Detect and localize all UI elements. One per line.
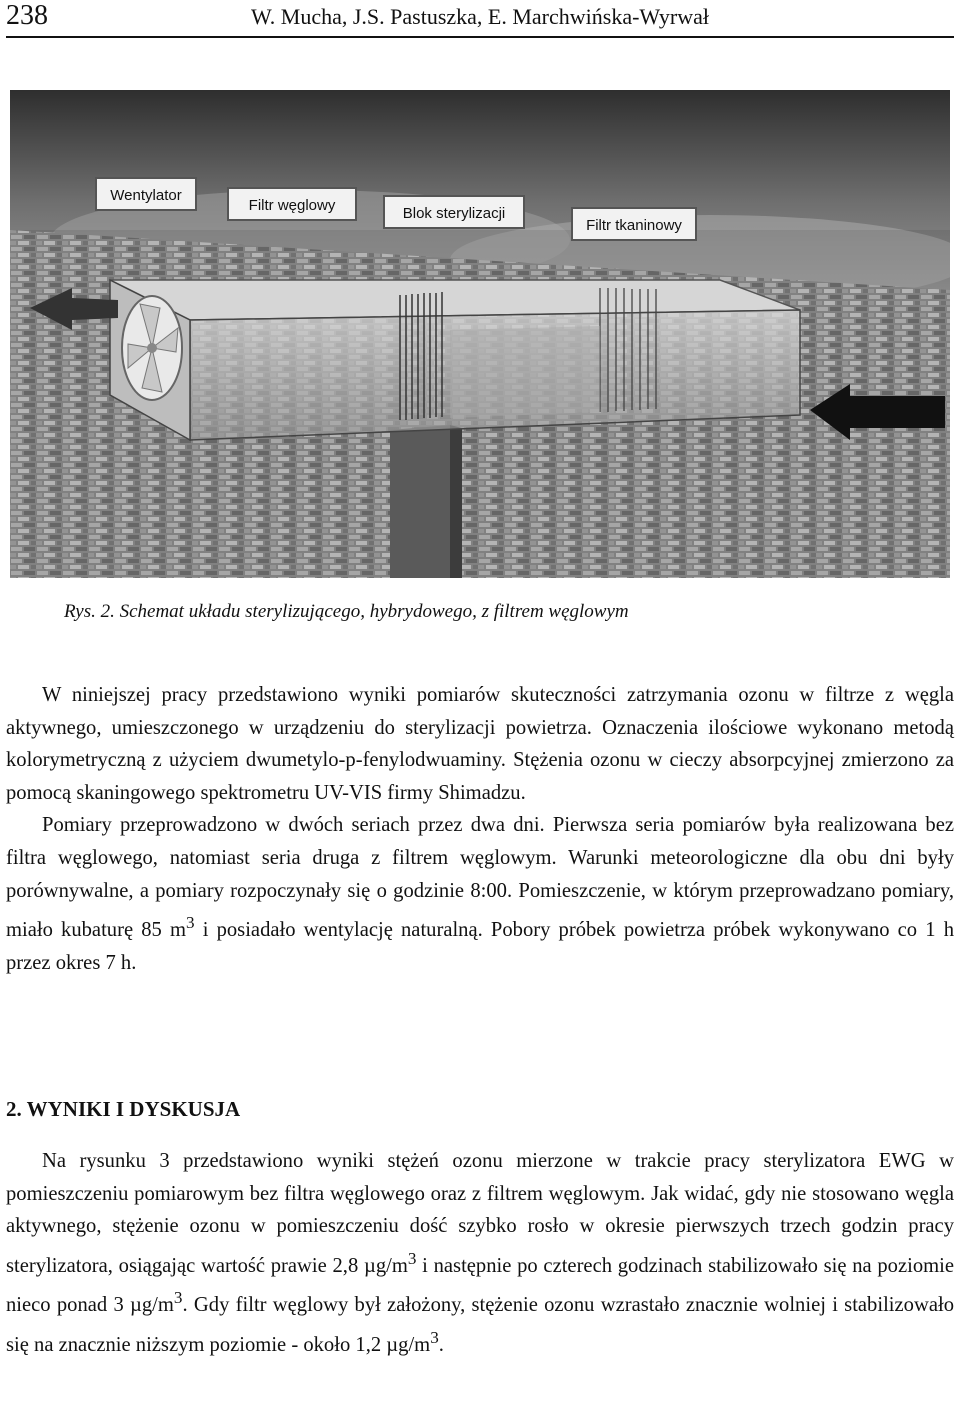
superscript-3: 3 [186,913,195,933]
paragraph-results [6,1145,954,1361]
results-part-1: Na rysunku 3 przedstawiono wyniki stężeń ozonu mierzone w trakcie pracy sterylizatora EWG w pomieszczeniu pomiarowym bez filtra węglowego oraz z filtrem węglowym. Jak widać, gdy nie stosowano węgla aktywnego, stężenie ozonu w pomieszczeniu dość szybko rosło w okresie pierwszych trzech godzin pracy sterylizatora, osiągając wartość prawie 2,8 µg/m [6,1150,954,1277]
label-fan [96,178,196,210]
label-fabric-filter-text: Filtr tkaninowy [586,217,682,234]
results-part-4: . [438,1333,444,1356]
superscript-3: 3 [407,1248,417,1268]
section-heading: 2. WYNIKI I DYSKUSJA [6,1097,241,1121]
results-part-2: i następnie po czterech godzinach stabilizowało się na poziomie nieco ponad 3 µg/m [6,1254,954,1317]
label-fabric-filter [572,208,696,240]
label-sterilization-block [384,196,524,228]
support-pillar [390,425,450,578]
label-sterilization-block-text: Blok sterylizacji [402,205,506,222]
page-header [6,0,954,36]
sterilization-chamber [450,326,600,418]
running-header-authors: W. Mucha, J.S. Pastuszka, E. Marchwińska-Wyrwał [251,4,709,29]
paragraph-measurements-part2: i posiadało wentylację naturalną. Pobory próbek powietrza próbek wykonywano co 1 h przez okres 7 h. [6,919,954,974]
label-carbon-filter [228,188,356,220]
intro-text [6,679,954,979]
paragraph-method: W niniejszej pracy przedstawiono wyniki pomiarów skuteczności zatrzymania ozonu w filtrze z węgla aktywnego, umieszczonego w urządzeniu do sterylizacji powietrza. Oznaczenia ilościowe wykonano metodą kolorymetryczną z użyciem dwumetylo-p-fenylodwuaminy. Stężenia ozonu w cieczy absorpcyjnej zmierzono za pomocą skaningowego spektrometru UV-VIS firmy Shimadzu. [6,684,954,804]
figure-caption: Rys. 2. Schemat układu sterylizującego, hybrydowego, z filtrem węglowym [64,601,629,622]
superscript-3: 3 [430,1327,439,1347]
header-rule [6,36,954,38]
superscript-3: 3 [173,1288,183,1308]
results-part-3: . Gdy filtr węglowy był założony, stężenie ozonu wzrastało znacznie wolniej i stabilizowało się na znacznie niższym poziomie - około 1,2 µg/m [6,1294,954,1356]
label-fan-text: Wentylator [110,187,182,204]
page-number: 238 [6,0,48,31]
figure-sterilizer-schematic [10,90,950,578]
fan-icon [122,296,182,400]
paragraph-measurements-part1: Pomiary przeprowadzono w dwóch seriach przez dwa dni. Pierwsza seria pomiarów była realizowana bez filtra węglowego, natomiast seria druga z filtrem węglowym. Warunki meteorologiczne dla obu dni były porównywalne, a pomiary rozpoczynały się o godzinie 8:00. Pomieszczenie, w którym przeprowadzano pomiary, miało kubaturę 85 m [6,814,954,942]
results-text [6,1145,954,1361]
sterilizer-illustration [10,90,950,578]
label-carbon-filter-text: Filtr węglowy [248,197,336,214]
paragraph-measurements [6,809,954,979]
